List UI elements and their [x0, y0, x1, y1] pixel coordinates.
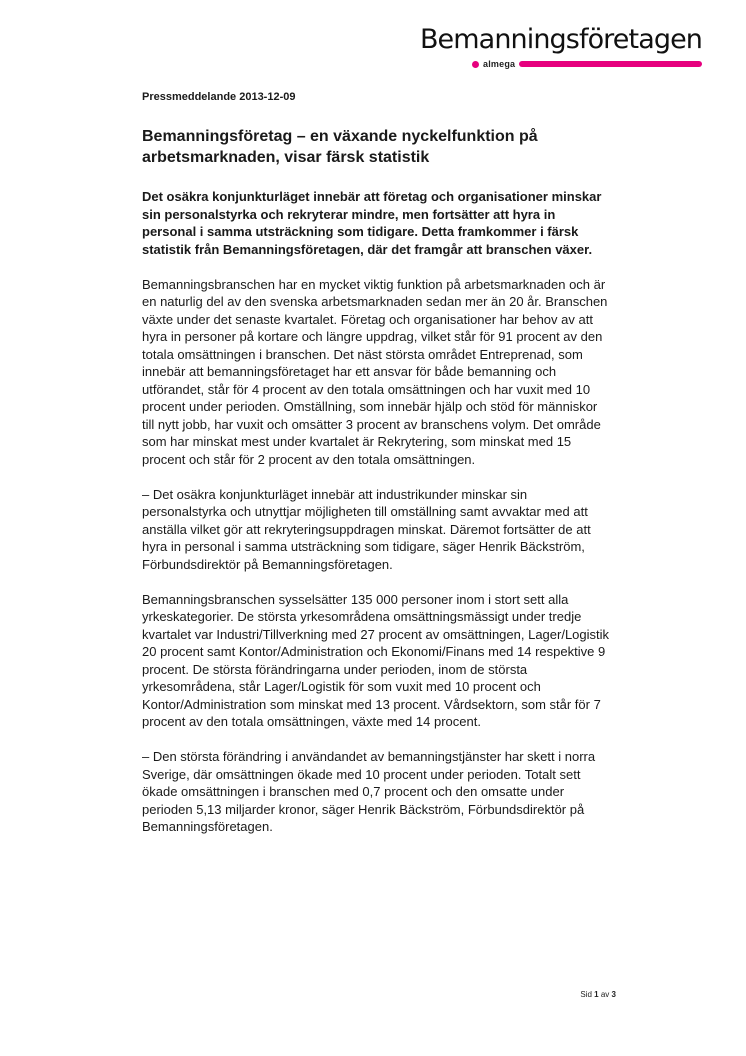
press-release-date: Pressmeddelande 2013-12-09: [142, 91, 296, 103]
body-paragraph-1: Bemanningsbranschen har en mycket viktig funktion på arbetsmarknaden och är en naturlig del av den svenska arbetsmarknaden sedan mer än 20 år. Branschen växte under det senaste kvartalet. Företag och organisationer har behov av att hyra in personer på kortare och längre uppdrag, vilket står för 91 procent av den totala omsättningen i branschen. Det näst största området Entreprenad, som innebär att bemanningsföretaget har ett ansvar för både bemanning och utförandet, står för 4 procent av den totala omsättningen och har vuxit med 10 procent under perioden. Omställning, som innebär hjälp och stöd för människor till nytt jobb, har vuxit och omsätter 3 procent av branschens volym. Det område som har minskat mest under kvartalet är Rekrytering, som minskat med 15 procent och står för 2 procent av den totala omsättningen.: [142, 276, 608, 467]
logo-accent-bar: [519, 61, 702, 67]
page-number-prefix: Sid: [580, 990, 592, 999]
page-number-current: 1: [594, 990, 599, 999]
logo-subbrand-row: [472, 58, 702, 70]
body-paragraph-2: – Det osäkra konjunkturläget innebär att industrikunder minskar sin personalstyrka och utnyttjar möjligheten till omställning samt avvaktar med att anställa vilket gör att rekryteringsuppdragen minskat. Däremot fortsätter de att hyra in personal i samma utsträckning som tidigare, säger Henrik Bäckström, Förbundsdirektör på Bemanningsföretagen.: [142, 486, 591, 572]
body-paragraph-3: Bemanningsbranschen sysselsätter 135 000 personer inom i stort sett alla yrkeskategorier. De största yrkesområdena omsättningsmässigt under tredje kvartalet var Industri/Tillverkning med 27 procent av omsättningen, Lager/Logistik 20 procent samt Kontor/Administration och Ekonomi/Finans med 14 respektive 9 procent. De största förändringarna under perioden, inom de största yrkesområdena, står Lager/Logistik för som vuxit med 10 procent och Kontor/Administration som minskat med 13 procent. Vårdsektorn, som står för 7 procent av den totala omsättningen, växte med 14 procent.: [142, 591, 610, 729]
document-body: [142, 90, 612, 836]
logo-dot-icon: [472, 61, 479, 68]
logo-wordmark: Bemanningsföretagen: [419, 24, 702, 55]
ingress-paragraph: Det osäkra konjunkturläget innebär att företag och organisationer minskar sin personalstyrka och rekryterar mindre, men fortsätter att hyra in personal i samma utsträckning som tidigare. Detta framkommer i färsk statistik från Bemanningsföretagen, där det framgår att branschen växer.: [142, 189, 602, 257]
page-number: [580, 990, 616, 999]
logo-subbrand: almega: [483, 59, 516, 69]
page-number-total: 3: [611, 990, 616, 999]
company-logo: [419, 24, 702, 70]
body-paragraph-4: – Den största förändring i användandet av bemanningstjänster har skett i norra Sverige, där omsättningen ökade med 10 procent under perioden. Totalt sett ökade omsättningen i branschen med 0,7 procent och den omsatte under perioden 5,13 miljarder kronor, säger Henrik Bäckström, Förbundsdirektör på Bemanningsföretagen.: [142, 749, 596, 834]
document-title: Bemanningsföretag – en växande nyckelfunktion på arbetsmarknaden, visar färsk statistik: [142, 128, 538, 166]
page-number-separator: av: [600, 990, 610, 999]
